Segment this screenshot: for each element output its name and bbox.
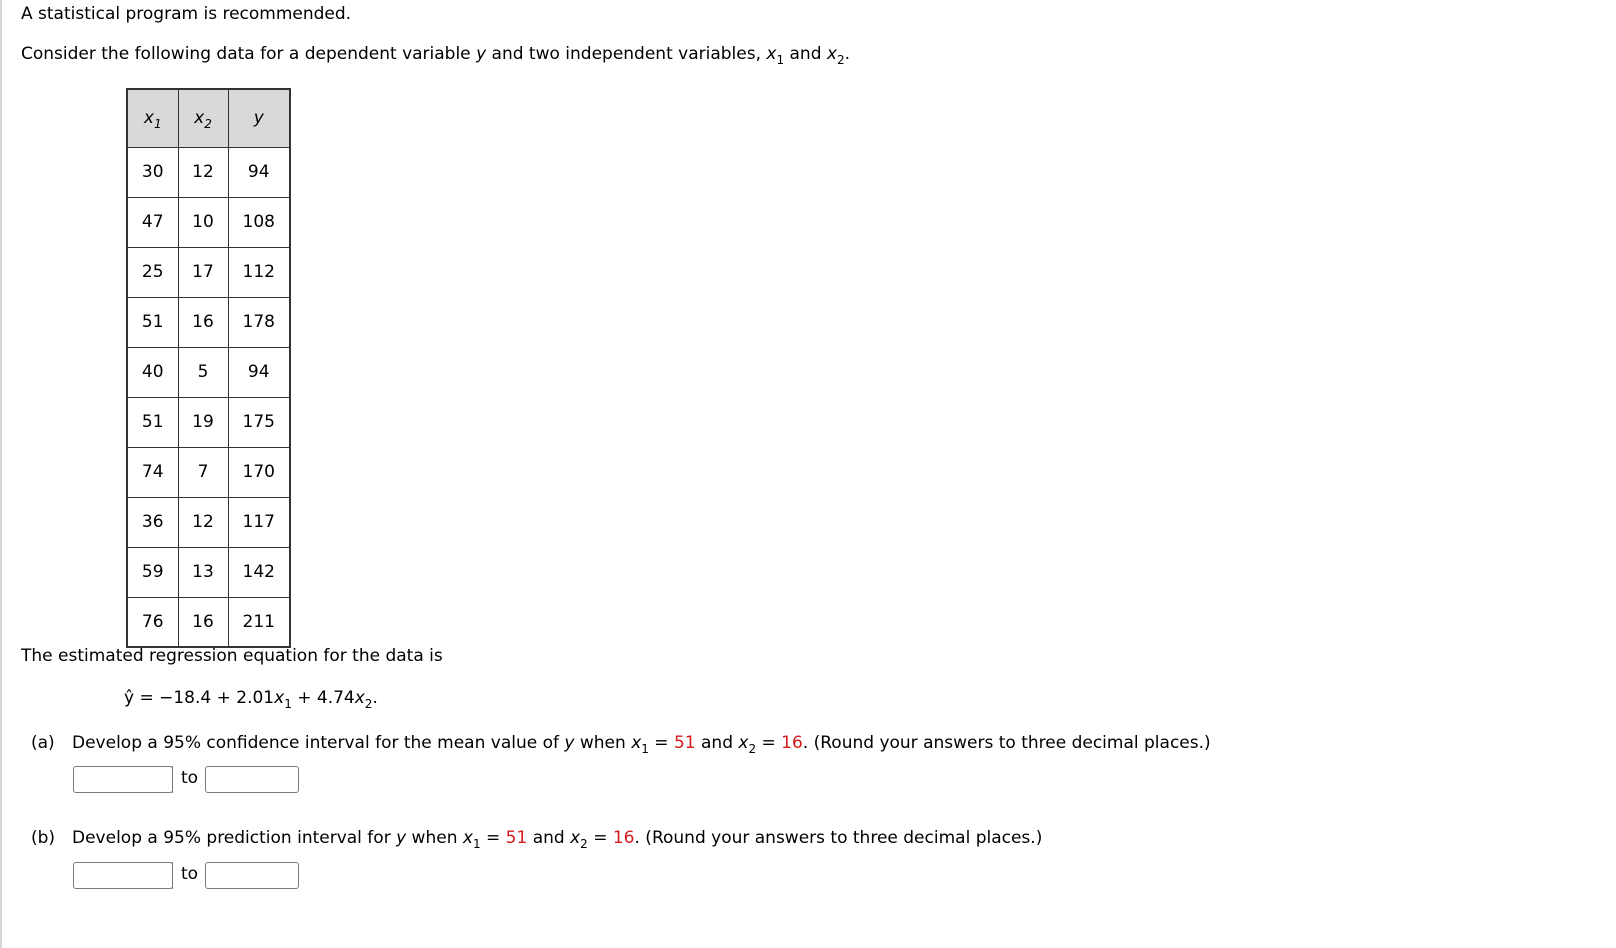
header-y: y <box>228 89 290 147</box>
subscript-2: 2 <box>364 697 373 711</box>
question-text: . (Round your answers to three decimal places.) <box>802 733 1211 753</box>
question-text: Develop a 95% confidence interval for the mean value of <box>72 733 565 753</box>
part-a-question <box>31 733 1211 756</box>
table-cell: 7 <box>178 447 228 497</box>
question-text: when <box>574 733 632 753</box>
header-x1: $x_1$ <box>127 89 178 147</box>
problem-statement <box>21 44 851 67</box>
table-cell: 16 <box>178 597 228 647</box>
var-x2: x <box>570 828 581 848</box>
subscript-1: 1 <box>472 837 481 851</box>
equation-part: = −18.4 + 2.01 <box>134 688 275 708</box>
part-b-lower-input[interactable] <box>73 862 173 889</box>
table-cell: 19 <box>178 397 228 447</box>
question-text: Develop a 95% prediction interval for <box>72 828 397 848</box>
subscript-1: 1 <box>641 742 649 756</box>
table-cell: 108 <box>228 197 290 247</box>
table-cell: 59 <box>127 547 178 597</box>
y-hat: ŷ <box>124 688 135 708</box>
statement-part: and two independent variables, <box>486 44 767 64</box>
table-cell: 112 <box>228 247 290 297</box>
part-a-lower-input[interactable] <box>73 766 173 793</box>
equals-sign: = <box>480 828 506 848</box>
to-label: to <box>172 862 205 889</box>
table-cell: 30 <box>127 147 178 197</box>
subscript-2: 2 <box>836 53 845 67</box>
table-cell: 47 <box>127 197 178 247</box>
part-b-label: (b) <box>31 828 56 848</box>
var-x1: x <box>631 733 642 753</box>
table-row <box>127 297 290 347</box>
equals-sign: = <box>756 733 782 753</box>
table-row <box>127 247 290 297</box>
data-table <box>126 88 291 648</box>
table-header-row <box>127 89 290 147</box>
var-x1: x <box>274 688 285 708</box>
table-row <box>127 547 290 597</box>
table-cell: 94 <box>228 147 290 197</box>
table-cell: 13 <box>178 547 228 597</box>
given-x1-value: 51 <box>505 828 528 848</box>
given-x1-value: 51 <box>673 733 696 753</box>
question-text: . (Round your answers to three decimal places.) <box>634 828 1043 848</box>
question-text: and <box>695 733 739 753</box>
table-cell: 36 <box>127 497 178 547</box>
regression-equation <box>124 688 378 711</box>
table-cell: 76 <box>127 597 178 647</box>
equation-period: . <box>372 688 378 708</box>
table-row <box>127 447 290 497</box>
part-a-answer-row <box>73 766 299 793</box>
table-row <box>127 147 290 197</box>
part-b-upper-input[interactable] <box>205 862 299 889</box>
recommendation-text: A statistical program is recommended. <box>21 4 352 24</box>
question-text: and <box>527 828 571 848</box>
given-x2-value: 16 <box>612 828 635 848</box>
left-border-rule <box>0 0 2 948</box>
var-y: y <box>564 733 575 753</box>
var-y: y <box>476 44 487 64</box>
part-b-question <box>31 828 1043 851</box>
table-cell: 51 <box>127 397 178 447</box>
equation-part: + 4.74 <box>291 688 355 708</box>
table-cell: 10 <box>178 197 228 247</box>
subscript-1: 1 <box>284 697 292 711</box>
table-cell: 178 <box>228 297 290 347</box>
to-label: to <box>172 766 205 793</box>
given-x2-value: 16 <box>781 733 803 753</box>
table-row <box>127 397 290 447</box>
var-x1: x <box>766 44 777 64</box>
table-cell: 5 <box>178 347 228 397</box>
question-text: when <box>406 828 463 848</box>
regression-intro: The estimated regression equation for the data is <box>21 646 443 666</box>
table-cell: 51 <box>127 297 178 347</box>
table-cell: 211 <box>228 597 290 647</box>
table-cell: 40 <box>127 347 178 397</box>
subscript-2: 2 <box>748 742 757 756</box>
table-cell: 142 <box>228 547 290 597</box>
subscript-1: 1 <box>776 53 785 67</box>
table-cell: 17 <box>178 247 228 297</box>
var-y: y <box>396 828 407 848</box>
equals-sign: = <box>587 828 613 848</box>
table-cell: 175 <box>228 397 290 447</box>
var-x2: x <box>826 44 837 64</box>
equals-sign: = <box>648 733 674 753</box>
statement-part: and <box>784 44 827 64</box>
table-row <box>127 597 290 647</box>
table-cell: 12 <box>178 497 228 547</box>
var-x2: x <box>354 688 365 708</box>
part-a-label: (a) <box>31 733 55 753</box>
table-row <box>127 197 290 247</box>
table-row <box>127 497 290 547</box>
table-cell: 117 <box>228 497 290 547</box>
subscript-2: 2 <box>580 837 588 851</box>
table-cell: 12 <box>178 147 228 197</box>
part-b-answer-row <box>73 862 299 889</box>
table-cell: 74 <box>127 447 178 497</box>
table-cell: 16 <box>178 297 228 347</box>
part-a-upper-input[interactable] <box>205 766 299 793</box>
header-x2: $x_2$ <box>178 89 228 147</box>
table-cell: 25 <box>127 247 178 297</box>
statement-period: . <box>844 44 851 64</box>
var-x1: x <box>462 828 473 848</box>
table-cell: 170 <box>228 447 290 497</box>
var-x2: x <box>738 733 749 753</box>
statement-part: Consider the following data for a dependent variable <box>21 44 477 64</box>
table-row <box>127 347 290 397</box>
table-cell: 94 <box>228 347 290 397</box>
